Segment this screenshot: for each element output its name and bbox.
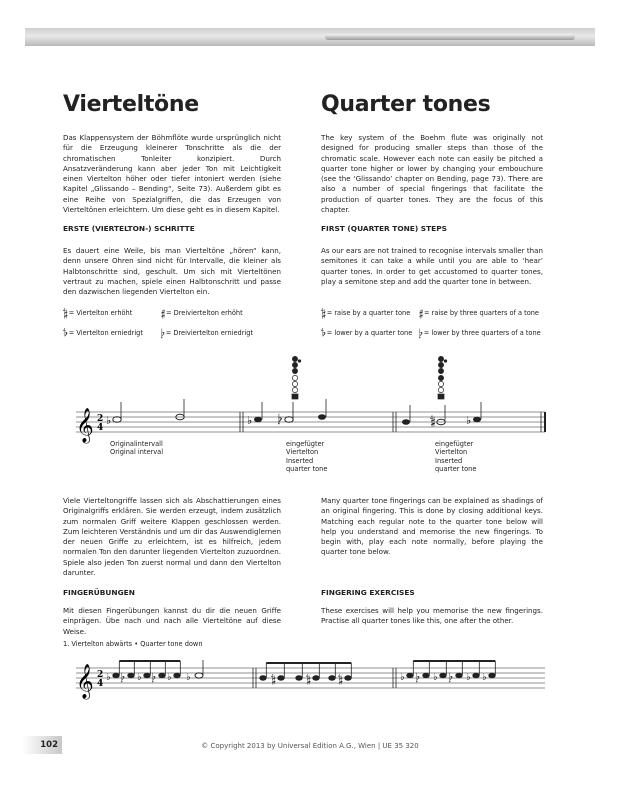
svg-text:𝄭: 𝄭	[121, 672, 125, 683]
fingering-diagram	[438, 356, 447, 399]
page-title-en: Quarter tones	[321, 92, 491, 117]
quarter-sharp-icon: 𝄲	[430, 414, 436, 427]
time-signature-top: 2	[97, 414, 104, 424]
quarter-note	[473, 417, 481, 423]
fingering-diagram	[292, 354, 301, 399]
copyright-footer: © Copyright 2013 by Universal Edition A.G., Wien | UE 35 320	[201, 742, 419, 750]
flat-icon: ♭	[106, 414, 112, 427]
half-note	[113, 417, 121, 423]
quarter-flat-icon: 𝄳	[63, 328, 68, 339]
para-exercises-en: These exercises will help you memorise the new fingerings. Practise all quarter tones like this, one after the other.	[321, 606, 543, 626]
legend-item: 𝄲= raise by a quarter tone	[321, 308, 411, 319]
flat-icon: ♭	[247, 414, 253, 427]
note-group	[260, 663, 352, 685]
intro-de: Das Klappensystem der Böhmflöte wurde ursprünglich nicht für die Erzeugung kleinerer Tonschritte als die der chromatischen Tonleiter konzipiert. Durch Ansatzveränderung kann aber jeder Ton mit Leichtigkeit einen Viertelton höher oder tiefer intoniert werden (siehe Kapitel „Glissando – Bending“, Seite 73). Außerdem gibt es eine Reihe von Spezialgriffen, die das Erzeugen von Vierteltönen erleichtern. Um diese geht es in diesem Kapitel.	[63, 133, 281, 215]
intro-en: The key system of the Boehm flute was originally not designed for producing smaller steps than those of the chromatic scale. However each note can easily be pitched a quarter tone higher or lower by changing your embouchure (see the ‘Glissando’ chapter on Bending, page 73). There are also a number of special fingerings that facilitate the production of quarter tones. They are the focus of this chapter.	[321, 133, 543, 215]
caption-original-interval: Originalintervall Original interval	[110, 440, 164, 457]
quarter-note	[254, 417, 262, 423]
legend-item: 𝄰= raise by three quarters of a tone	[419, 308, 539, 319]
svg-text:𝄲: 𝄲	[338, 674, 343, 685]
half-note	[285, 417, 293, 423]
heading-first-steps-de: ERSTE (VIERTELTON-) SCHRITTE	[63, 224, 195, 233]
legend-item: 𝄳= Viertelton erniedrigt	[63, 328, 143, 339]
svg-text:♭: ♭	[400, 672, 405, 683]
heading-exercises-de: FINGERÜBUNGEN	[63, 588, 135, 597]
svg-text:𝄭: 𝄭	[449, 672, 453, 683]
treble-clef-icon: 𝄞	[76, 408, 94, 443]
time-signature-bottom: 4	[97, 423, 104, 433]
flat-icon: ♭	[466, 414, 472, 427]
three-quarter-sharp-icon: 𝄰	[161, 308, 166, 319]
svg-text:𝄲: 𝄲	[306, 674, 311, 685]
three-quarter-flat-icon: 𝄭	[419, 328, 423, 339]
heading-first-steps-en: FIRST (QUARTER TONE) STEPS	[321, 224, 447, 233]
music-exercise-staff	[0, 650, 620, 700]
page-title-de: Vierteltöne	[63, 92, 199, 117]
page-number: 102	[22, 736, 62, 754]
flute-image	[325, 34, 575, 40]
quarter-sharp-icon: 𝄲	[321, 308, 326, 319]
note-group	[400, 661, 495, 683]
exercise-label: 1. Viertelton abwärts • Quarter tone down	[63, 640, 203, 648]
quarter-note	[318, 414, 326, 420]
treble-clef-icon: 𝄞	[76, 664, 94, 699]
svg-text:♭: ♭	[137, 672, 142, 683]
legend-item: 𝄳= lower by a quarter tone	[321, 328, 413, 339]
svg-text:𝄭: 𝄭	[152, 672, 156, 683]
svg-text:♭: ♭	[167, 672, 172, 683]
note-group	[106, 660, 203, 683]
svg-text:♭: ♭	[433, 672, 438, 683]
svg-text:♭: ♭	[106, 672, 111, 683]
heading-exercises-en: FINGERING EXERCISES	[321, 588, 415, 597]
svg-text:♭: ♭	[482, 672, 487, 683]
quarter-sharp-icon: 𝄲	[63, 308, 68, 319]
legend-item: 𝄭= Dreiviertelton erniedrigt	[161, 328, 254, 339]
legend-item: 𝄲= Viertelton erhöht	[63, 308, 133, 319]
para-exercises-de: Mit diesen Fingerübungen kannst du dir die neuen Griffe einprägen. Übe nach und nach alle Vierteltöne auf diese Weise.	[63, 606, 281, 636]
para-first-steps-en: As our ears are not trained to recognise intervals smaller than semitones it can take a while until you are able to ‘hear’ quarter tones. In order to get accustomed to quarter tones, play a semitone step and add the quarter tone in between.	[321, 246, 543, 286]
caption-inserted-quarter-tone: eingefügter Viertelton Inserted quarter tone	[286, 440, 328, 473]
time-signature-top: 2	[97, 670, 104, 680]
para-fingerings-de: Viele Vierteltongriffe lassen sich als Abschattierungen eines Originalgriffs erklären. Sie werden erzeugt, indem zusätzlich zum normalen Griff weitere Klappen geschlossen werden. Zum leichteren Verständnis und um dir das Auswendiglernen der neuen Griffe zu erleichtern, ist es hilfreich, jedem normalen Ton den darunter liegenden Viertelton zuzuordnen. Spiele also jeden Ton zuerst normal und dann den Viertelton darunter.	[63, 496, 281, 578]
three-quarter-sharp-icon: 𝄰	[419, 308, 424, 319]
time-signature-bottom: 4	[97, 679, 104, 689]
legend-item: 𝄰= Dreiviertelton erhöht	[161, 308, 243, 319]
flute-banner	[25, 28, 595, 46]
three-quarter-flat-icon: 𝄭	[161, 328, 165, 339]
svg-text:𝄭: 𝄭	[416, 672, 420, 683]
quarter-flat-icon: 𝄳	[321, 328, 326, 339]
staff-lines	[76, 412, 545, 432]
svg-text:♭: ♭	[186, 672, 191, 683]
quarter-note	[402, 419, 410, 425]
caption-inserted-quarter-tone: eingefügter Viertelton Inserted quarter tone	[435, 440, 477, 473]
svg-text:𝄲: 𝄲	[271, 674, 276, 685]
three-quarter-flat-icon: 𝄭	[278, 412, 283, 425]
para-first-steps-de: Es dauert eine Weile, bis man Vierteltöne „hören“ kann, denn unsere Ohren sind nicht für Intervalle, die kleiner als Halbtonschritte sind, geschult. Um sich mit Vierteltönen vertraut zu machen, spiele einen Halbtonschritt und passe den dazwischen liegenden Viertelton ein.	[63, 246, 281, 297]
para-fingerings-en: Many quarter tone fingerings can be explained as shadings of an original fingering. This is done by closing additional keys. Matching each regular note to the quarter tone below will help you understand and memorise the new fingerings. To begin with, play each note normally, before playing the quarter tone below.	[321, 496, 543, 557]
music-example-intervals	[0, 350, 620, 450]
legend-item: 𝄭= lower by three quarters of a tone	[419, 328, 541, 339]
svg-text:♭: ♭	[466, 672, 471, 683]
